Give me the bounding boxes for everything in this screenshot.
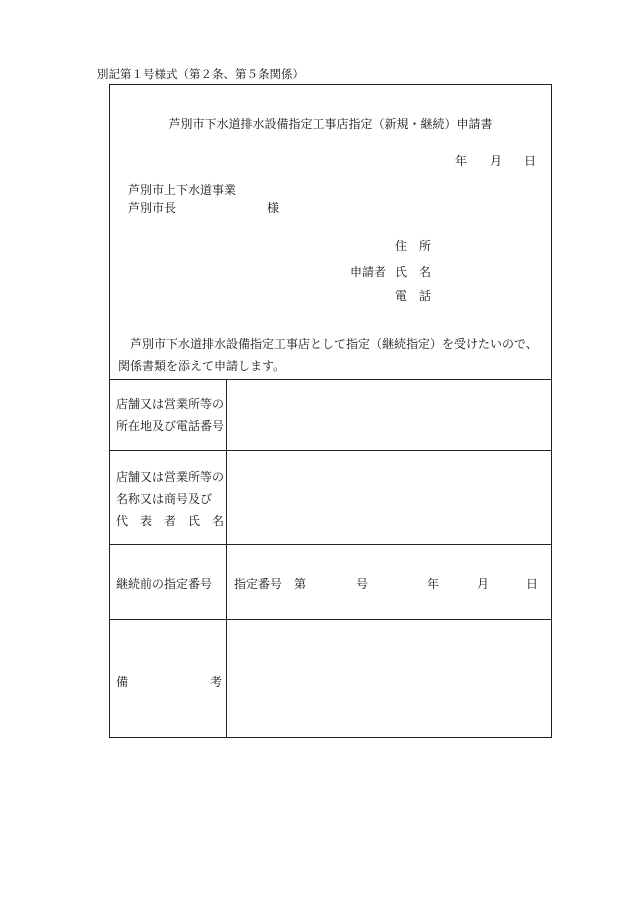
header-date-month: 月 bbox=[490, 154, 503, 168]
application-statement: 芦別市下水道排水設備指定工事店として指定（継続指定）を受けたいので、関係書類を添えて申請します。 bbox=[118, 337, 538, 373]
applicant-label: 申請者 bbox=[350, 265, 387, 279]
divider bbox=[110, 544, 551, 545]
header-date-day: 日 bbox=[524, 154, 537, 168]
form-number-label: 別記第１号様式（第２条、第５条関係） bbox=[97, 67, 304, 81]
designation-number-label: 指定番号 bbox=[234, 577, 283, 591]
divider bbox=[110, 379, 551, 380]
prev-number-label: 継続前の指定番号 bbox=[116, 577, 213, 591]
store-location-field[interactable] bbox=[230, 383, 548, 447]
store-location-label-line1: 店舗又は営業所等の bbox=[116, 397, 225, 411]
remarks-label-left: 備 bbox=[116, 675, 129, 689]
remarks-field[interactable] bbox=[230, 623, 548, 735]
designation-year-label: 年 bbox=[427, 577, 440, 591]
designation-day-label: 日 bbox=[526, 577, 539, 591]
store-name-field[interactable] bbox=[230, 454, 548, 542]
designation-month-label: 月 bbox=[477, 577, 490, 591]
applicant-address-label: 住 所 bbox=[395, 239, 432, 253]
column-divider bbox=[226, 379, 227, 737]
application-form bbox=[109, 84, 552, 738]
addressee-honorific: 様 bbox=[267, 201, 280, 215]
divider bbox=[110, 619, 551, 620]
store-name-label-line3: 代 表 者 氏 名 bbox=[116, 514, 225, 528]
applicant-phone-label: 電 話 bbox=[395, 289, 432, 303]
applicant-name-label: 氏 名 bbox=[395, 265, 432, 279]
addressee-line2: 芦別市長 bbox=[128, 201, 177, 215]
divider bbox=[110, 450, 551, 451]
store-location-label-line2: 所在地及び電話番号 bbox=[116, 419, 225, 433]
designation-dai-label: 第 bbox=[294, 577, 307, 591]
remarks-label-right: 考 bbox=[210, 675, 223, 689]
designation-go-label: 号 bbox=[356, 577, 369, 591]
header-date-year: 年 bbox=[455, 154, 468, 168]
addressee-line1: 芦別市上下水道事業 bbox=[128, 183, 237, 197]
store-name-label-line1: 店舗又は営業所等の bbox=[116, 470, 225, 484]
form-title: 芦別市下水道排水設備指定工事店指定（新規・継続）申請書 bbox=[168, 117, 493, 131]
store-name-label-line2: 名称又は商号及び bbox=[116, 492, 213, 506]
